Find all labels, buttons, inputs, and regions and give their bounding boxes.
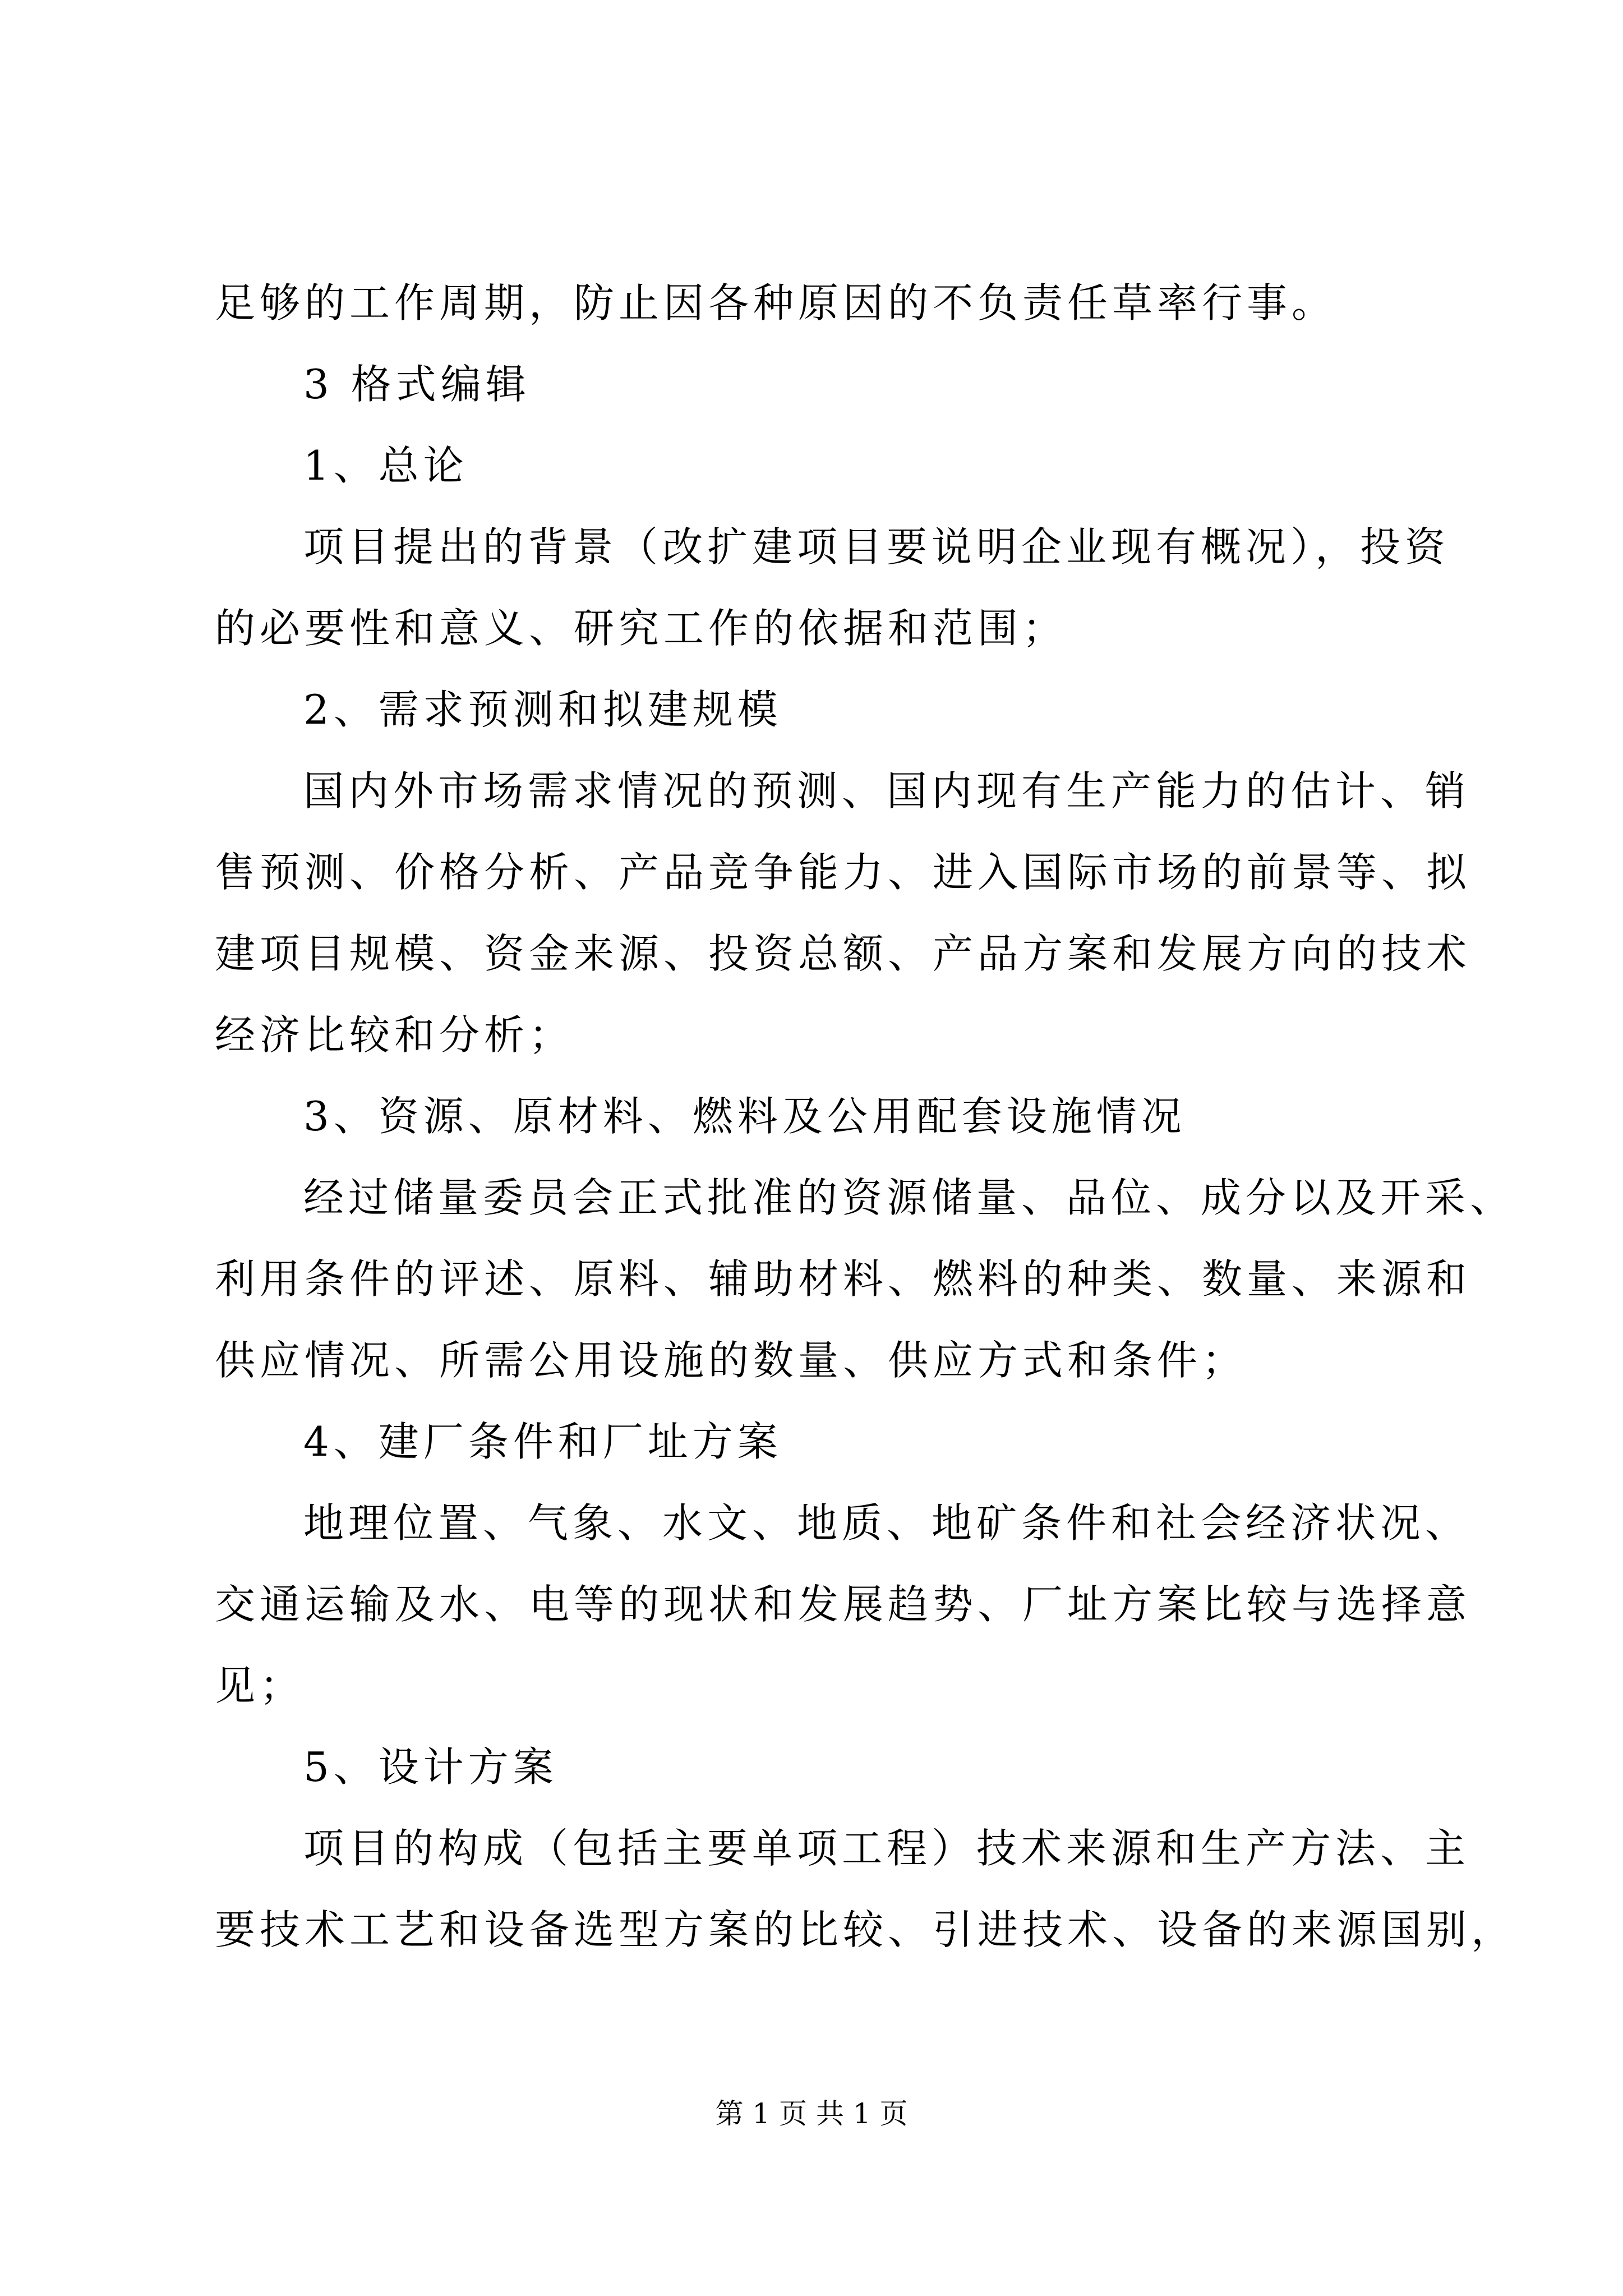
heading-general: 1、总论 [303,442,468,489]
body-line-16: 地理位置、气象、水文、地质、地矿条件和社会经济状况、 [303,1499,1470,1547]
body-line-7: 国内外市场需求情况的预测、国内现有生产能力的估计、销 [303,767,1470,815]
heading-demand-forecast: 2、需求预测和拟建规模 [303,686,782,733]
section-heading-format: 3 格式编辑 [303,361,531,408]
body-line-1: 足够的工作周期，防止因各种原因的不负责任草率行事。 [215,279,1337,326]
heading-design-plan: 5、设计方案 [303,1743,558,1791]
page-number-footer: 第 1 页 共 1 页 [715,2097,908,2130]
body-line-12: 经过储量委员会正式批准的资源储量、品位、成分以及开采、 [303,1174,1515,1221]
document-body [215,263,1516,1971]
body-line-5: 的必要性和意义、研究工作的依据和范围； [215,605,1068,652]
body-line-9: 建项目规模、资金来源、投资总额、产品方案和发展方向的技术 [215,930,1472,977]
body-line-10: 经济比较和分析； [215,1011,574,1059]
heading-resources: 3、资源、原材料、燃料及公用配套设施情况 [303,1093,1186,1140]
body-line-17: 交通运输及水、电等的现状和发展趋势、厂址方案比较与选择意 [215,1581,1472,1628]
heading-site-conditions: 4、建厂条件和厂址方案 [303,1418,782,1465]
body-line-14: 供应情况、所需公用设施的数量、供应方式和条件； [215,1337,1247,1384]
body-line-21: 要技术工艺和设备选型方案的比较、引进技术、设备的来源国别， [215,1906,1516,1953]
body-line-4: 项目提出的背景（改扩建项目要说明企业现有概况），投资 [303,523,1450,570]
body-line-18: 见； [215,1662,305,1709]
body-line-20: 项目的构成（包括主要单项工程）技术来源和生产方法、主 [303,1825,1470,1872]
body-line-8: 售预测、价格分析、产品竞争能力、进入国际市场的前景等、拟 [215,849,1472,896]
body-line-13: 利用条件的评述、原料、辅助材料、燃料的种类、数量、来源和 [215,1255,1472,1303]
